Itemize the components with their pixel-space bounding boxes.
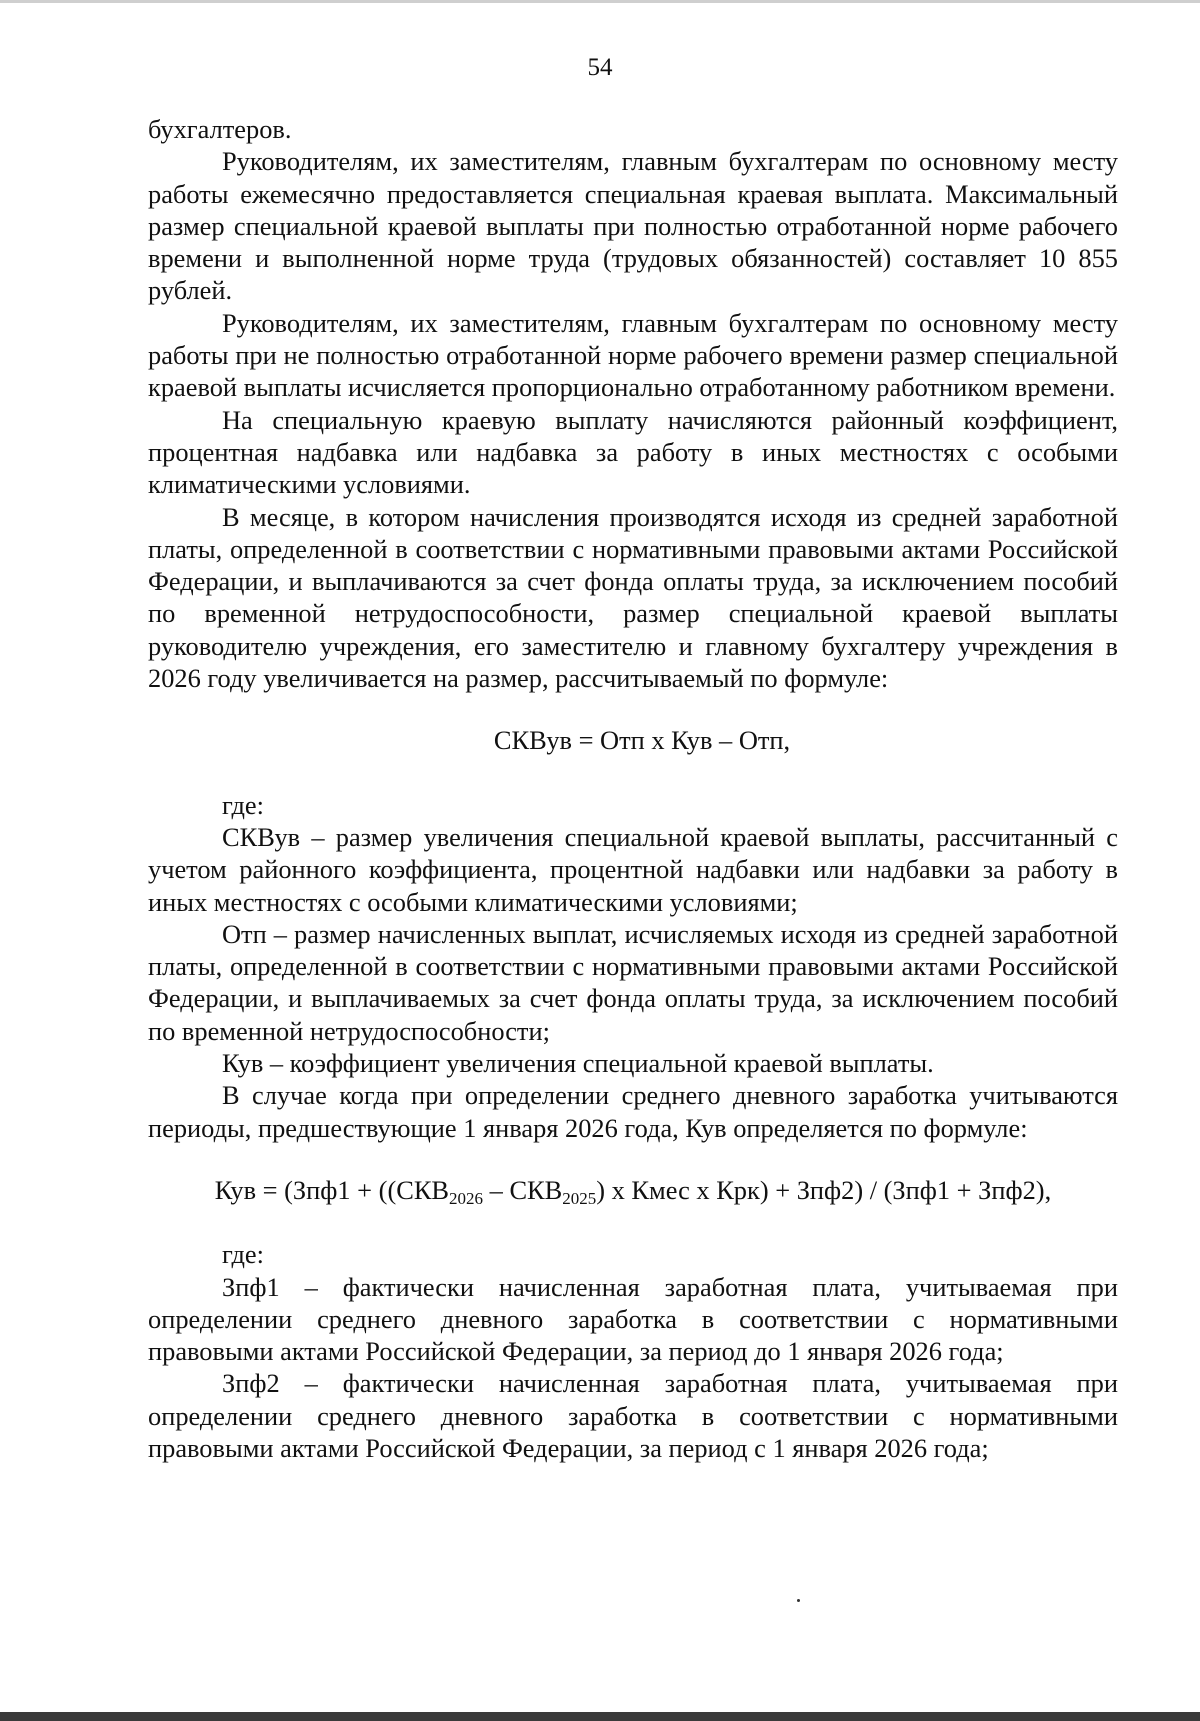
formula-skvuv: СКВув = Отп х Кув – Отп, — [493, 725, 791, 756]
formula-kuv — [148, 1174, 1118, 1206]
definition-zpf2: Зпф2 – фактически начисленная заработная плата, учитываемая при определении среднего дневного заработка в соответствии с нормативными правовыми актами Российской Федерации, за период с 1 января 2026 года; — [148, 1368, 1118, 1463]
paragraph-regional-coefficient: На специальную краевую выплату начисляются районный коэффициент, процентная надбавка или надбавка за работу в иных местностях с особыми климатическими условиями. — [148, 404, 1118, 500]
definition-skvuv: СКВув – размер увеличения специальной краевой выплаты, рассчитанный с учетом районного коэффициента, процентной надбавки или надбавки за работу в иных местностях с особыми климатическими условиями; — [148, 821, 1118, 917]
scan-bottom-edge — [0, 1712, 1200, 1721]
scan-speck — [797, 1599, 800, 1602]
paragraph-proportional-payment: Руководителям, их заместителям, главным бухгалтерам по основному месту работы при не полностью отработанной норме рабочего времени размер специальной краевой выплаты исчисляется пропорционально отработанному работником времени. — [148, 307, 1118, 403]
scan-top-edge — [0, 0, 1200, 3]
formula-kuv-part1: Кув = (Зпф1 + ((СКВ — [214, 1174, 450, 1205]
where-label-1: где: — [222, 789, 264, 820]
formula-kuv-part2: – СКВ — [483, 1174, 563, 1205]
definition-zpf1: Зпф1 – фактически начисленная заработная плата, учитываемая при определении среднего дневного заработка в соответствии с нормативными правовыми актами Российской Федерации, за период до 1 января 2026 года; — [148, 1271, 1118, 1367]
paragraph-kuv-case: В случае когда при определении среднего дневного заработка учитываются периоды, предшествующие 1 января 2026 года, Кув определяется по формуле: — [148, 1080, 1118, 1143]
formula-kuv-part3: ) х Кмес х Крк) + Зпф2) / (Зпф1 + Зпф2), — [596, 1174, 1052, 1205]
page-number: 54 — [587, 54, 613, 81]
paragraph-max-payment: Руководителям, их заместителям, главным бухгалтерам по основному месту работы ежемесячно предоставляется специальная краевая выплата. Максимальный размер специальной краевой выплаты при полностью отработанной норме рабочего времени и выполненной норме труда (трудовых обязанностей) составляет 10 855 рублей. — [148, 146, 1118, 306]
definition-otp: Отп – размер начисленных выплат, исчисляемых исходя из средней заработной платы, определенной в соответствии с нормативными правовыми актами Российской Федерации, и выплачиваемых за счет фонда оплаты труда, за исключением пособий по временной нетрудоспособности; — [148, 918, 1118, 1046]
formula-kuv-sub-2026: 2026 — [449, 1188, 484, 1208]
formula-kuv-sub-2025: 2025 — [562, 1188, 597, 1208]
document-body — [148, 113, 1118, 1464]
where-label-2: где: — [222, 1239, 264, 1270]
definition-kuv: Кув – коэффициент увеличения специальной краевой выплаты. — [222, 1048, 934, 1079]
paragraph-increase-rule: В месяце, в котором начисления производятся исходя из средней заработной платы, определенной в соответствии с нормативными правовыми актами Российской Федерации, и выплачиваются за счет фонда оплаты труда, за исключением пособий по временной нетрудоспособности, размер специальной краевой выплаты руководителю учреждения, его заместителю и главному бухгалтеру учреждения в 2026 году увеличивается на размер, рассчитываемый по формуле: — [148, 501, 1118, 694]
paragraph-continuation: бухгалтеров. — [148, 114, 292, 144]
